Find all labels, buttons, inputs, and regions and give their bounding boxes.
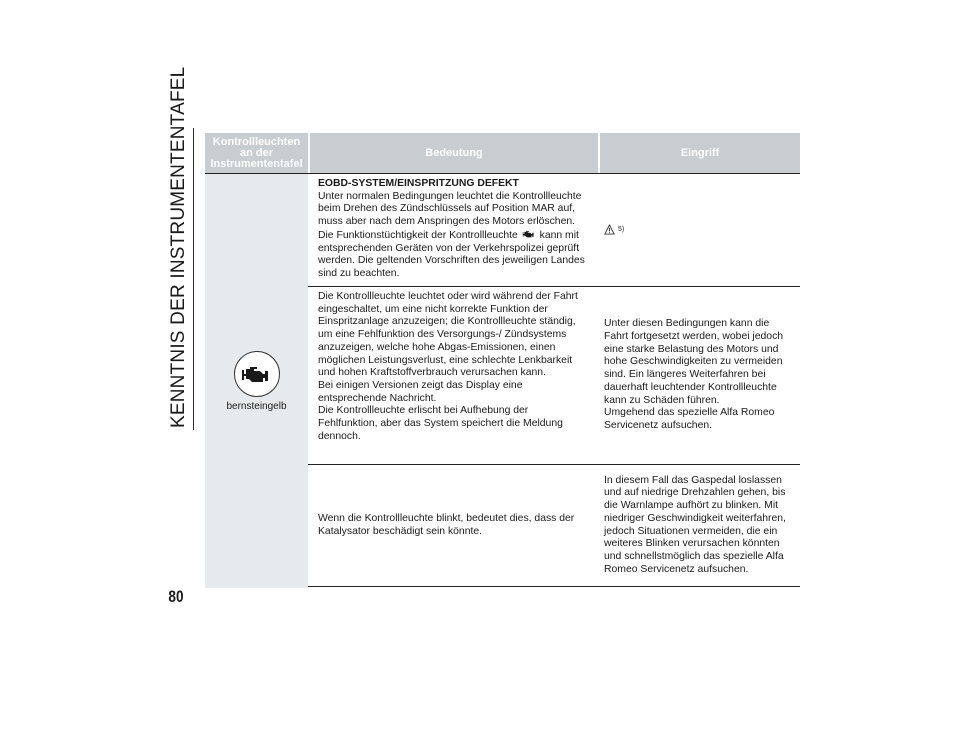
warning-ref-number: 5)	[618, 225, 625, 233]
lamp-cell	[205, 173, 308, 588]
warning-lights-table	[205, 133, 800, 588]
action-text-2: Umgehend das spezielle Alfa Romeo Servicenetz aufsuchen.	[604, 407, 775, 431]
engine-check-icon	[234, 351, 280, 397]
action-cell	[598, 174, 800, 286]
warning-reference	[604, 224, 624, 237]
meaning-text-2: Bei einigen Versionen zeigt das Display eine entsprechende Nachricht.	[318, 379, 523, 404]
meaning-cell	[308, 287, 598, 464]
table-header	[205, 133, 800, 173]
header-lamp: Kontrollleuchten an der Instrumententafel	[205, 133, 308, 173]
header-meaning: Bedeutung	[308, 133, 598, 173]
meaning-text: Wenn die Kontrollleuchte blinkt, bedeutet dies, dass der Katalysator beschädigt sein könnte.	[318, 512, 575, 537]
table-body	[205, 173, 800, 588]
action-text: Unter diesen Bedingungen kann die Fahrt fortgesetzt werden, wobei jedoch eine starke Belastung des Motors und hohe Geschwindigkeiten zu vermeiden sind. Ein längeres Weiterfahren bei dauerhaft leuchtender Kontrollleuchte kann zu Schäden führen.	[604, 318, 784, 406]
engine-check-icon	[521, 229, 537, 239]
action-cell	[598, 287, 800, 464]
warning-triangle-icon	[604, 224, 615, 235]
meaning-text-b: kann mit entsprechenden Geräten von der Verkehrspolizei geprüft werden. Die geltenden Vorschriften des jeweiligen Landes sind zu beachten.	[318, 229, 585, 279]
section-divider	[193, 128, 194, 430]
page-number: 80	[168, 587, 184, 606]
header-action: Eingriff	[598, 133, 800, 173]
meaning-text-a: Unter normalen Bedingungen leuchtet die Kontrollleuchte beim Drehen des Zündschlüssels auf Position MAR auf, muss aber nach dem Anspringen des Motors erlöschen. Die Funktionstüchtigkeit der Kontrollleuchte	[318, 190, 582, 241]
row-title: EOBD-SYSTEM/EINSPRITZUNG DEFEKT	[318, 178, 519, 189]
rows-column	[308, 173, 800, 588]
meaning-cell	[308, 174, 598, 286]
table-row	[308, 464, 800, 587]
lamp-color-label: bernsteingelb	[226, 400, 287, 412]
table-row	[308, 173, 800, 286]
action-text: In diesem Fall das Gaspedal loslassen und auf niedrige Drehzahlen gehen, bis die Warnlampe aufhört zu blinken. Mit niedriger Geschwindigkeit weiterfahren, jedoch Situationen vermeiden, die ein weiteres Blinken verursachen könnten und schnellstmöglich das spezielle Alfa Romeo Servicenetz aufsuchen.	[604, 474, 786, 575]
meaning-cell	[308, 465, 598, 586]
meaning-text-3: Die Kontrollleuchte erlischt bei Aufhebung der Fehlfunktion, aber das System speichert die Meldung dennoch.	[318, 405, 563, 442]
section-title	[168, 66, 196, 428]
action-cell	[598, 465, 800, 586]
table-row	[308, 286, 800, 464]
meaning-text: Die Kontrollleuchte leuchtet oder wird während der Fahrt eingeschaltet, um eine nicht korrekte Funktion der Einspritzanlage anzuzeigen; die Kontrollleuchte ständig, um eine Fehlfunktion des Versorgungs-/ Zündsystems anzuzeigen, welche hohe Abgas-Emissionen, einen möglichen Leistungsverlust, eine schlechte Lenkbarkeit und hohen Kraftstoffverbrauch verursachen kann.	[318, 291, 578, 379]
section-title-text: KENNTNIS DER INSTRUMENTENTAFEL	[168, 66, 189, 428]
